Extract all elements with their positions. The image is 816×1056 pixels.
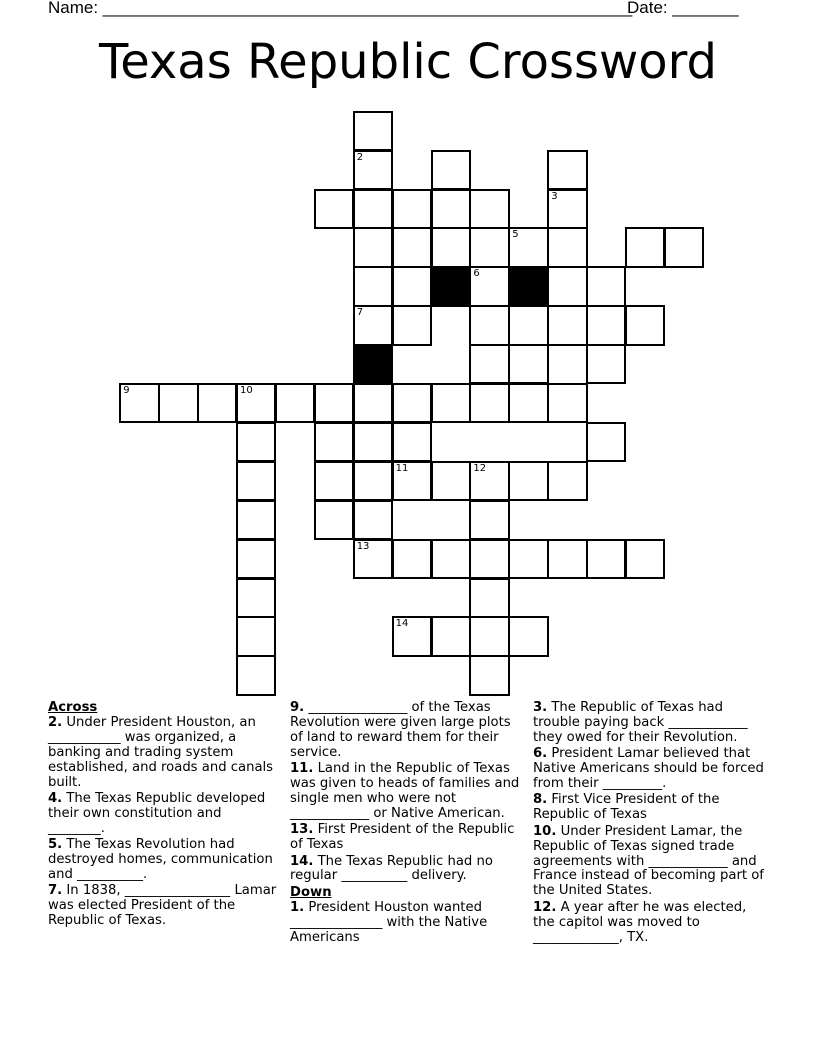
clue-num: 6. <box>533 746 548 762</box>
grid-cell[interactable] <box>469 461 509 501</box>
grid-cell[interactable] <box>353 150 393 190</box>
grid-cell[interactable] <box>392 305 432 345</box>
clue-number: 11 <box>395 462 409 474</box>
grid-cell[interactable] <box>625 305 665 345</box>
clue-text: First President of the Republic of Texas <box>290 822 515 853</box>
grid-cell[interactable] <box>508 383 548 423</box>
clue-text: A year after he was elected, the capitol was moved to _____________, TX. <box>533 899 747 945</box>
grid-cell[interactable] <box>586 305 626 345</box>
grid-cell[interactable] <box>547 227 587 267</box>
grid-cell[interactable] <box>236 655 276 695</box>
grid-cell[interactable] <box>469 616 509 656</box>
name-field-label[interactable]: Name: ________________________________________________________ <box>48 0 633 17</box>
grid-cell[interactable] <box>586 422 626 462</box>
clue <box>290 762 526 822</box>
black-square <box>353 344 393 384</box>
grid-cell[interactable] <box>353 383 393 423</box>
grid-cell[interactable] <box>547 189 587 229</box>
grid-cell[interactable] <box>431 150 471 190</box>
clue-text: The Texas Republic developed their own constitution and ________. <box>48 790 266 836</box>
grid-cell[interactable] <box>469 655 509 695</box>
grid-cell[interactable] <box>469 578 509 618</box>
grid-cell[interactable] <box>469 500 509 540</box>
clue <box>533 747 768 792</box>
grid-cell[interactable] <box>508 227 548 267</box>
grid-cell[interactable] <box>547 305 587 345</box>
page-title: Texas Republic Crossword <box>99 34 717 90</box>
clue-num: 2. <box>48 714 63 730</box>
clue-num: 11. <box>290 761 314 777</box>
grid-cell[interactable] <box>392 422 432 462</box>
clue <box>533 701 768 746</box>
grid-cell[interactable] <box>236 500 276 540</box>
grid-cell[interactable] <box>236 578 276 618</box>
grid-cell[interactable] <box>586 539 626 579</box>
grid-cell[interactable] <box>392 539 432 579</box>
grid-cell[interactable] <box>392 616 432 656</box>
clue-num: 14. <box>290 853 314 869</box>
grid-cell[interactable] <box>469 189 509 229</box>
grid-cell[interactable] <box>547 150 587 190</box>
grid-cell[interactable] <box>353 189 393 229</box>
grid-cell[interactable] <box>469 227 509 267</box>
clue-number: 7 <box>356 307 364 319</box>
grid-cell[interactable] <box>236 383 276 423</box>
clue-text: _______________ of the Texas Revolution were given large plots of land to reward them for their service. <box>290 700 511 760</box>
grid-cell[interactable] <box>353 266 393 306</box>
clue-number: 12 <box>473 462 487 474</box>
grid-cell[interactable] <box>119 383 159 423</box>
clue <box>533 825 768 900</box>
grid-cell[interactable] <box>431 539 471 579</box>
clue-text: Under President Lamar, the Republic of Texas signed trade agreements with ____________ and France instead of becoming part of the United States. <box>533 823 764 899</box>
grid-cell[interactable] <box>158 383 198 423</box>
grid-cell[interactable] <box>392 461 432 501</box>
clue-text: The Texas Republic had no regular __________ delivery. <box>290 853 493 884</box>
grid-cell[interactable] <box>586 344 626 384</box>
clue-number: 10 <box>240 385 253 396</box>
grid-cell[interactable] <box>508 344 548 384</box>
grid-cell[interactable] <box>353 422 393 462</box>
grid-cell[interactable] <box>353 500 393 540</box>
grid-cell[interactable] <box>197 383 237 423</box>
grid-cell[interactable] <box>508 539 548 579</box>
grid-cell[interactable] <box>625 227 665 267</box>
clue-num: 3. <box>533 700 548 715</box>
grid-cell[interactable] <box>547 461 587 501</box>
clue <box>48 838 280 883</box>
clue <box>48 716 280 791</box>
grid-cell[interactable] <box>431 189 471 229</box>
grid-cell[interactable] <box>236 539 276 579</box>
grid-cell[interactable] <box>236 461 276 501</box>
clues-column-1 <box>48 701 280 931</box>
clues-column-3 <box>533 701 768 947</box>
clue-number: 5 <box>512 229 519 241</box>
clue-text: President Lamar believed that Native Americans should be forced from their _________. <box>533 746 764 792</box>
grid-cell[interactable] <box>314 383 354 423</box>
grid-cell[interactable] <box>236 422 276 462</box>
grid-cell[interactable] <box>586 266 626 306</box>
date-field-label[interactable]: Date: _______ <box>627 0 739 17</box>
grid-cell[interactable] <box>508 305 548 345</box>
grid-cell[interactable] <box>392 266 432 306</box>
clue-num: 7. <box>48 883 63 899</box>
grid-cell[interactable] <box>275 383 315 423</box>
clue-text: Under President Houston, an ___________ was organized, a banking and trading system established, and roads and canals built. <box>48 714 274 790</box>
clue <box>48 884 280 929</box>
grid-cell[interactable] <box>314 461 354 501</box>
clue-number: 2 <box>356 151 364 163</box>
grid-cell[interactable] <box>431 227 471 267</box>
clue-num: 4. <box>48 790 63 806</box>
grid-cell[interactable] <box>547 383 587 423</box>
clue-text: The Republic of Texas had trouble paying back ____________ they owed for their Revolution. <box>533 700 748 745</box>
clue <box>533 901 768 946</box>
grid-cell[interactable] <box>508 461 548 501</box>
grid-cell[interactable] <box>547 266 587 306</box>
grid-cell[interactable] <box>664 227 704 267</box>
down-header: Down <box>290 884 332 900</box>
grid-cell[interactable] <box>469 266 509 306</box>
clue <box>290 701 526 761</box>
clue-text: Land in the Republic of Texas was given to heads of families and single men who were not ____________ or Native American. <box>290 761 520 821</box>
grid-cell[interactable] <box>392 227 432 267</box>
grid-cell[interactable] <box>625 539 665 579</box>
grid-cell[interactable] <box>392 383 432 423</box>
grid-cell[interactable] <box>508 616 548 656</box>
clue-number: 13 <box>356 540 370 552</box>
clue <box>290 901 526 946</box>
grid-cell[interactable] <box>236 616 276 656</box>
grid-cell[interactable] <box>392 189 432 229</box>
clue-num: 5. <box>48 837 63 853</box>
clue <box>290 823 526 853</box>
grid-cell[interactable] <box>314 189 354 229</box>
clue-num: 9. <box>290 700 305 715</box>
clue-text: The Texas Revolution had destroyed homes, communication and __________. <box>48 837 273 882</box>
clue <box>533 793 768 823</box>
grid-cell[interactable] <box>431 383 471 423</box>
grid-cell[interactable] <box>353 227 393 267</box>
clue-text: President Houston wanted ______________ with the Native Americans <box>290 899 488 945</box>
grid-cell[interactable] <box>469 305 509 345</box>
clue-num: 1. <box>290 899 305 915</box>
clue-text: In 1838, ________________ Lamar was elected President of the Republic of Texas. <box>48 883 277 929</box>
grid-cell[interactable] <box>547 539 587 579</box>
clue-num: 13. <box>290 822 314 838</box>
clue-num: 10. <box>533 823 557 839</box>
clues-column-2 <box>290 701 526 947</box>
grid-cell[interactable] <box>314 500 354 540</box>
black-square <box>508 266 548 306</box>
black-square <box>431 266 471 306</box>
grid-cell[interactable] <box>469 383 509 423</box>
grid-cell[interactable] <box>314 422 354 462</box>
grid-cell[interactable] <box>431 461 471 501</box>
clue <box>48 792 280 837</box>
grid-cell[interactable] <box>353 461 393 501</box>
grid-cell[interactable] <box>353 539 393 579</box>
clue-number: 3 <box>551 190 558 202</box>
clue-number: 14 <box>395 618 409 630</box>
grid-cell[interactable] <box>469 539 509 579</box>
grid-cell[interactable] <box>353 305 393 345</box>
grid-cell[interactable] <box>431 616 471 656</box>
clue <box>290 855 526 885</box>
clue-number: 9 <box>123 385 130 396</box>
clue-num: 8. <box>533 792 548 808</box>
clue-number: 6 <box>473 268 480 280</box>
grid-cell[interactable] <box>353 111 393 151</box>
grid-cell[interactable] <box>469 344 509 384</box>
clue-text: First Vice President of the Republic of Texas <box>533 792 720 823</box>
clue-num: 12. <box>533 899 557 915</box>
across-header: Across <box>48 700 98 715</box>
